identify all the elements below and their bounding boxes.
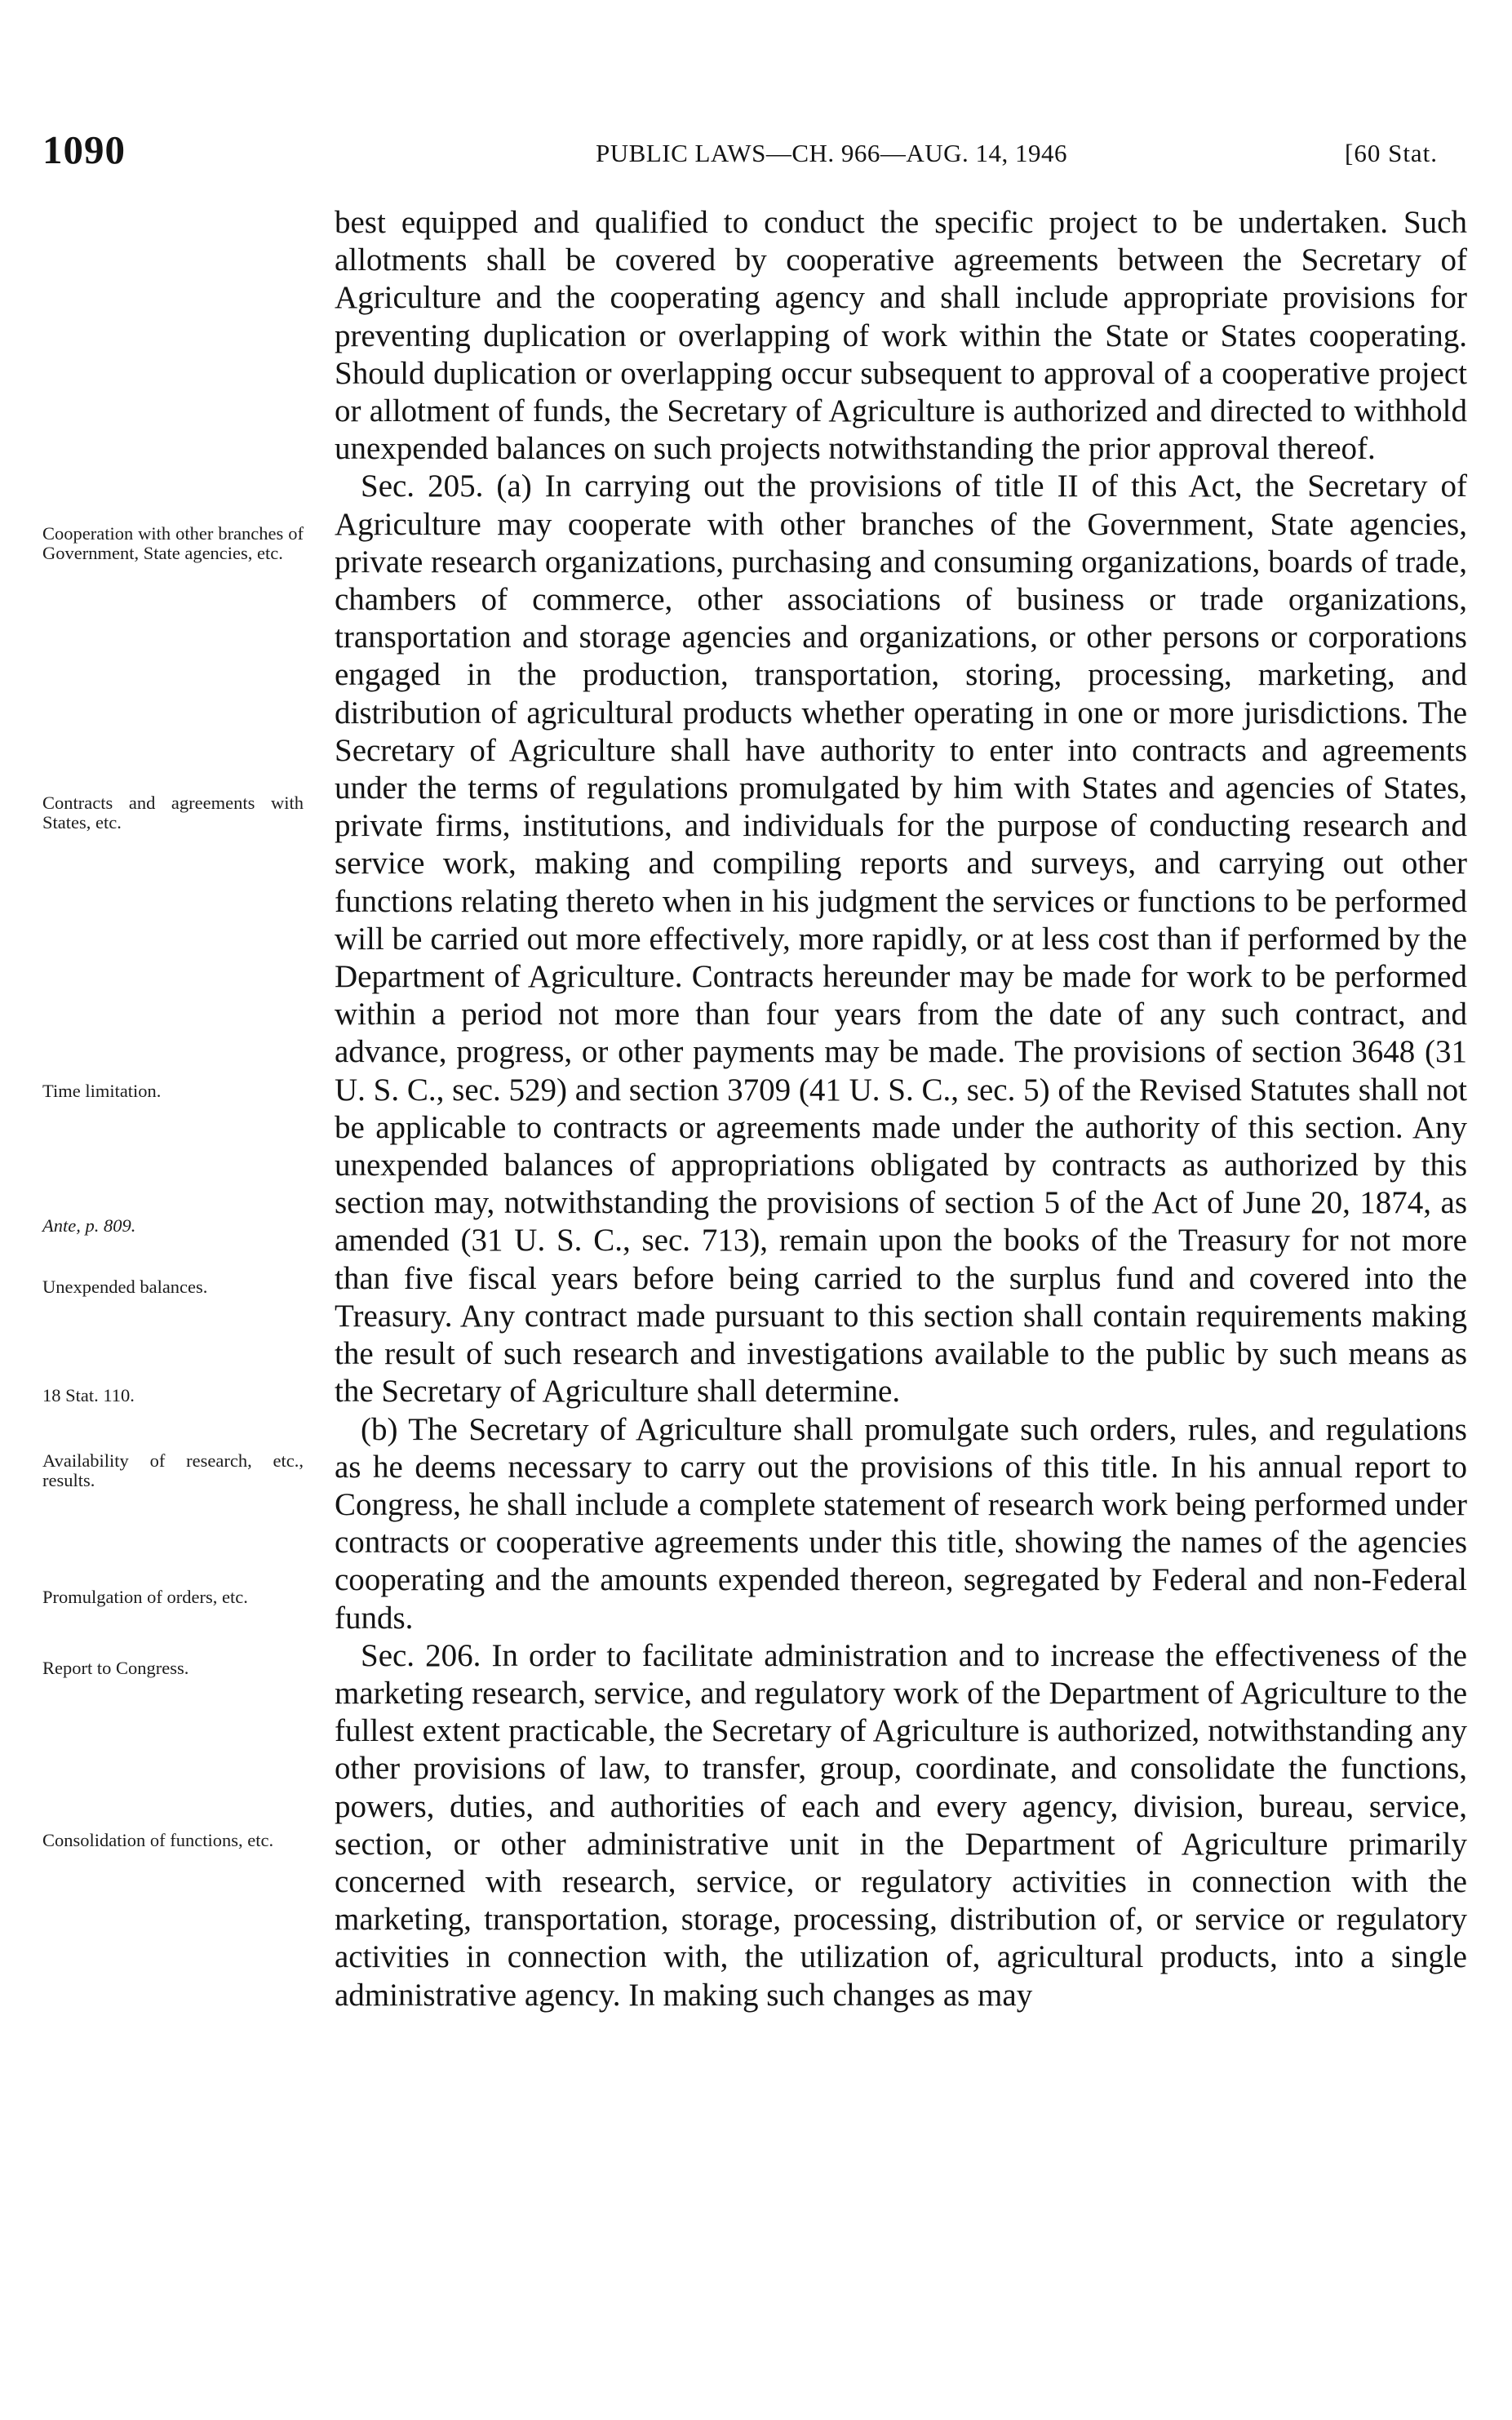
- statute-body: [335, 204, 1467, 2014]
- margin-note-unexpended-balances: Unexpended balances.: [42, 1277, 208, 1297]
- paragraph-sec-205-a: Sec. 205. (a) In carrying out the provisions of title II of this Act, the Secretary of Agriculture may cooperate with other branches of the Government, State agencies, private research organizations, purchasing and consuming organizations, boards of trade, chambers of commerce, other associations of business or trade organizations, transportation and storage agencies and organizations, or other persons or corporations engaged in the production, transportation, storing, processing, marketing, and distribution of agricultural products whether operating in one or more jurisdictions. The Secretary of Agriculture shall have authority to enter into contracts and agreements under the terms of regulations promulgated by him with States and agencies of States, private firms, institutions, and individuals for the purpose of conducting research and service work, making and compiling reports and surveys, and carrying out other functions relating thereto when in his judgment the services or functions to be performed will be carried out more effectively, more rapidly, or at less cost than if performed by the Department of Agriculture. Contracts hereunder may be made for work to be performed within a period not more than four years from the date of any such contract, and advance, progress, or other payments may be made. The provisions of section 3648 (31 U. S. C., sec. 529) and section 3709 (41 U. S. C., sec. 5) of the Revised Statutes shall not be applicable to contracts or agreements made under the authority of this section. Any unexpended balances of appropriations obligated by contracts as authorized by this section may, notwithstanding the provisions of section 5 of the Act of June 20, 1874, as amended (31 U. S. C., sec. 713), remain upon the books of the Treasury for not more than five fiscal years before being carried to the surplus fund and covered into the Treasury. Any contract made pursuant to this section shall contain requirements making the result of such research and investigations available to the public by such means as the Secretary of Agriculture shall determine.: [335, 468, 1467, 1410]
- margin-note-availability: Availability of research, etc., results.: [42, 1450, 304, 1490]
- margin-note-cooperation: Cooperation with other branches of Government, State agencies, etc.: [42, 523, 304, 563]
- margin-note-statute-citation: 18 Stat. 110.: [42, 1385, 135, 1405]
- margin-note-consolidation: Consolidation of functions, etc.: [42, 1830, 274, 1850]
- paragraph-sec-206: Sec. 206. In order to facilitate administration and to increase the effectiveness of the marketing research, service, and regulatory work of the Department of Agriculture to the fullest extent practicable, the Secretary of Agriculture is authorized, notwithstanding any other provisions of law, to transfer, group, coordinate, and consolidate the functions, powers, duties, and authorities of each and every agency, division, bureau, service, section, or other administrative unit in the Department of Agriculture primarily concerned with research, service, or regulatory activities in connection with the marketing, transportation, storage, processing, distribution of, or service or regulatory activities in connection with, the utilization of, agricultural products, into a single administrative agency. In making such changes as may: [335, 1637, 1467, 2013]
- margin-note-time-limitation: Time limitation.: [42, 1081, 162, 1101]
- margin-note-report-to-congress: Report to Congress.: [42, 1658, 189, 1678]
- paragraph-sec-205-b: (b) The Secretary of Agriculture shall promulgate such orders, rules, and regulations as he deems necessary to carry out the provisions of this title. In his annual report to Congress, he shall include a complete statement of research work being performed under contracts or cooperative agreements under this title, showing the names of the agencies cooperating and the amounts expended thereon, segregated by Federal and non-Federal funds.: [335, 1411, 1467, 1636]
- page-number: 1090: [42, 127, 126, 172]
- margin-note-ante: Ante, p. 809.: [42, 1215, 136, 1236]
- margin-note-promulgation: Promulgation of orders, etc.: [42, 1587, 248, 1607]
- volume-reference: [60 Stat.: [1345, 139, 1439, 167]
- margin-note-contracts: Contracts and agreements with States, etc.: [42, 793, 304, 833]
- paragraph-continuation: best equipped and qualified to conduct the specific project to be undertaken. Such allotments shall be covered by cooperative agreements between the Secretary of Agriculture and the cooperating agency and shall include appropriate provisions for preventing duplication or overlapping of work within the State or States cooperating. Should duplication or overlapping occur subsequent to approval of a cooperative project or allotment of funds, the Secretary of Agriculture is authorized and directed to withhold unexpended balances on such projects notwithstanding the prior approval thereof.: [335, 205, 1467, 467]
- running-title: PUBLIC LAWS—CH. 966—AUG. 14, 1946: [596, 139, 1068, 167]
